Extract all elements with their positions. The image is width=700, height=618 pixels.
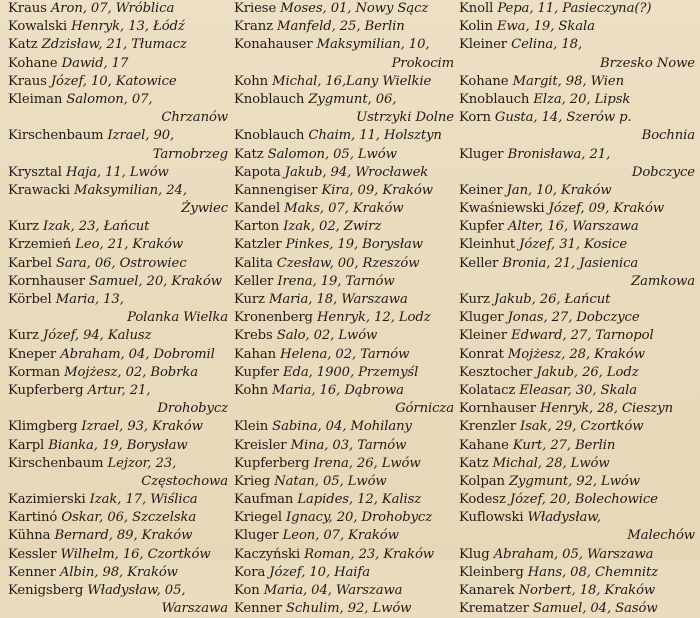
list-entry-continuation — [234, 109, 456, 127]
list-entry — [234, 73, 456, 91]
entry-details: Margit, 98, Wien — [508, 73, 625, 89]
entry-details: Irena, 26, Lwów — [309, 455, 421, 471]
entry-details: Zdzisław, 21, Tłumacz — [37, 37, 187, 53]
list-entry — [234, 218, 456, 236]
entry-details: Józef, 10, Haifa — [265, 564, 370, 580]
entry-place-continued: Żywiec — [181, 201, 228, 217]
entry-details: Samuel, 04, Sasów — [528, 601, 658, 617]
entry-details: Irena, 19, Tarnów — [273, 273, 395, 289]
entry-details: Michal, 28, Lwów — [488, 455, 610, 471]
list-entry — [234, 273, 456, 291]
entry-details: Jakub, 94, Wrocławek — [280, 164, 429, 180]
entry-details: Józef, 94, Kalusz — [38, 328, 152, 344]
list-entry — [234, 18, 456, 36]
list-entry-continuation — [8, 309, 230, 327]
entry-details: Kira, 09, Kraków — [317, 182, 433, 198]
list-entry-continuation — [459, 164, 697, 182]
list-entry — [459, 18, 697, 36]
entry-details: Bronia, 21, Jasienica — [498, 255, 639, 271]
list-entry — [8, 509, 230, 527]
entry-details: Abraham, 05, Warszawa — [489, 546, 654, 562]
list-entry — [234, 146, 456, 164]
entry-surname: Krzemień — [8, 237, 72, 253]
entry-surname: Kraus — [8, 1, 47, 16]
list-entry-continuation — [234, 55, 456, 73]
entry-details: Isak, 29, Czortków — [515, 419, 644, 435]
list-entry — [459, 437, 697, 455]
list-entry — [459, 0, 697, 18]
entry-details: Józef, 09, Kraków — [544, 201, 665, 217]
entry-details: Salomon, 07, — [62, 91, 153, 107]
list-entry — [234, 364, 456, 382]
list-entry — [234, 236, 456, 254]
entry-details: Maria, 16, Dąbrowa — [268, 382, 404, 398]
list-entry — [234, 36, 456, 54]
list-entry — [459, 600, 697, 618]
entry-place-continued: Dobczyce — [631, 164, 695, 180]
entry-surname: Klimgberg — [8, 419, 78, 435]
list-entry — [459, 364, 697, 382]
list-entry — [459, 291, 697, 309]
entry-details: Czesław, 00, Rzeszów — [272, 255, 420, 271]
entry-surname: Kalita — [234, 255, 273, 271]
list-entry — [234, 309, 456, 327]
entry-surname: Kora — [234, 564, 266, 580]
entry-surname: Kodesz — [459, 492, 506, 508]
list-entry — [459, 309, 697, 327]
entry-surname: Kluger — [459, 146, 504, 162]
entry-details: Norbert, 18, Kraków — [514, 583, 656, 598]
list-entry — [8, 346, 230, 364]
entry-place-continued: Górnicza — [395, 401, 454, 417]
entry-details: Ignacy, 20, Drohobycz — [281, 510, 433, 526]
list-entry — [234, 255, 456, 273]
entry-details: Wilhelm, 16, Czortków — [56, 546, 211, 562]
entry-details: Mina, 03, Tarnów — [286, 437, 407, 453]
entry-surname: Kartinó — [8, 510, 58, 526]
entry-details: Pinkes, 19, Borysław — [281, 237, 423, 253]
entry-details: Kurt, 27, Berlin — [508, 437, 616, 453]
entry-surname: Kupferberg — [8, 382, 84, 398]
list-entry — [234, 91, 456, 109]
entry-surname: Krieg — [234, 473, 271, 489]
entry-surname: Katz — [234, 146, 264, 162]
entry-surname: Kleinhut — [459, 237, 516, 253]
entry-details: Maksymilian, 10, — [312, 37, 430, 53]
entry-surname: Kleiman — [8, 91, 63, 107]
list-entry-continuation — [8, 400, 230, 418]
list-entry — [234, 418, 456, 436]
entry-surname: Kluger — [234, 528, 279, 544]
entry-surname: Keller — [234, 273, 274, 289]
column-2 — [234, 0, 456, 618]
entry-surname: Kaufman — [234, 492, 294, 508]
list-entry-continuation — [8, 473, 230, 491]
entry-details: Manfeld, 25, Berlin — [272, 19, 405, 35]
entry-surname: Kolatacz — [459, 382, 516, 398]
list-entry — [234, 346, 456, 364]
list-entry-continuation — [234, 400, 456, 418]
list-entry-continuation — [459, 273, 697, 291]
list-entry — [234, 437, 456, 455]
entry-place-continued: Prokocim — [391, 55, 454, 71]
entry-surname: Knoll — [459, 1, 494, 16]
list-entry — [459, 36, 697, 54]
entry-details: Sabina, 04, Mohilany — [268, 419, 412, 435]
list-entry — [459, 236, 697, 254]
list-entry — [459, 418, 697, 436]
entry-surname: Karpl — [8, 437, 45, 453]
entry-details: Lapides, 12, Kalisz — [293, 492, 422, 508]
entry-details: Alter, 16, Warszawa — [503, 219, 639, 235]
entry-details: Pepa, 11, Pasieczyna(?) — [493, 1, 652, 16]
entry-surname: Krysztal — [8, 164, 62, 180]
entry-details: Albin, 98, Kraków — [55, 564, 178, 580]
list-entry — [459, 382, 697, 400]
entry-surname: Karton — [234, 219, 280, 235]
list-entry — [8, 55, 230, 73]
entry-place-continued: Tarnobrzeg — [152, 146, 228, 162]
entry-surname: Kahane — [459, 437, 509, 453]
list-entry — [8, 91, 230, 109]
entry-details: Salomon, 05, Lwów — [263, 146, 397, 162]
entry-surname: Kazimierski — [8, 492, 86, 508]
list-entry — [459, 455, 697, 473]
list-entry-continuation — [8, 109, 230, 127]
list-entry — [8, 546, 230, 564]
list-entry — [234, 200, 456, 218]
entry-surname: Kleiner — [459, 37, 507, 53]
entry-details: Celina, 18, — [507, 37, 583, 53]
list-entry — [234, 382, 456, 400]
entry-details: Michal, 16,Lany Wielkie — [268, 73, 432, 89]
list-entry — [459, 491, 697, 509]
entry-details: Izrael, 90, — [103, 128, 175, 144]
entry-surname: Kupferberg — [234, 455, 310, 471]
entry-place-continued: Brzesko Nowe — [599, 55, 695, 71]
entry-details: Jakub, 26, Lodz — [532, 364, 639, 380]
entry-surname: Keller — [459, 255, 499, 271]
list-entry — [8, 273, 230, 291]
entry-surname: Kraus — [8, 73, 47, 89]
list-entry — [234, 509, 456, 527]
list-entry — [459, 182, 697, 200]
entry-details: Zygmunt, 06, — [304, 91, 397, 107]
entry-details: Helena, 02, Tarnów — [276, 346, 410, 362]
entry-details: Józef, 31, Kosice — [515, 237, 628, 253]
entry-details: Hans, 08, Chemnitz — [523, 564, 659, 580]
list-entry — [459, 327, 697, 345]
list-entry — [234, 0, 456, 18]
entry-surname: Kenner — [8, 564, 56, 580]
entry-details: Henryk, 28, Cieszyn — [535, 401, 674, 417]
entry-surname: Kornhauser — [459, 401, 536, 417]
entry-details: Natan, 05, Lwów — [270, 473, 387, 489]
entry-details: Maria, 18, Warszawa — [264, 292, 408, 307]
entry-surname: Konrat — [459, 346, 504, 362]
entry-details: Izrael, 93, Kraków — [77, 419, 203, 435]
list-entry — [8, 364, 230, 382]
entry-details: Izak, 17, Wiślica — [85, 492, 198, 508]
entry-details: Józef, 20, Bolechowice — [505, 492, 658, 508]
entry-details: Ewa, 19, Skala — [492, 19, 595, 35]
list-entry — [234, 455, 456, 473]
entry-surname: Kluger — [459, 310, 504, 326]
list-entry — [8, 564, 230, 582]
entry-surname: Kurz — [234, 292, 265, 307]
entry-details: Jonas, 27, Dobczyce — [503, 310, 640, 326]
list-entry — [459, 91, 697, 109]
entry-surname: Kupfer — [234, 364, 279, 380]
entry-place-continued: Drohobycz — [157, 401, 228, 417]
entry-details: Władysław, 05, — [83, 583, 186, 598]
entry-details: Sara, 06, Ostrowiec — [51, 255, 187, 271]
entry-surname: Korman — [8, 364, 61, 380]
entry-surname: Keiner — [459, 182, 503, 198]
entry-details: Jakub, 26, Łańcut — [489, 292, 611, 307]
entry-surname: Knoblauch — [459, 91, 530, 107]
entry-surname: Korn — [459, 110, 491, 126]
list-entry-continuation — [8, 200, 230, 218]
entry-details: Moses, 01, Nowy Sącz — [276, 1, 429, 16]
list-entry — [459, 400, 697, 418]
list-entry — [8, 127, 230, 145]
entry-place-continued: Częstochowa — [141, 473, 228, 489]
entry-surname: Kenigsberg — [8, 583, 84, 598]
entry-surname: Kolpan — [459, 473, 505, 489]
entry-details: Leon, 07, Kraków — [278, 528, 399, 544]
column-1 — [8, 0, 230, 618]
entry-surname: Kleinberg — [459, 564, 524, 580]
list-entry — [8, 36, 230, 54]
entry-surname: Kenner — [234, 601, 282, 617]
entry-place-continued: Warszawa — [161, 601, 228, 617]
list-entry — [8, 327, 230, 345]
entry-surname: Kapota — [234, 164, 281, 180]
entry-details: Roman, 23, Kraków — [300, 546, 434, 562]
entry-surname: Kornhauser — [8, 273, 85, 289]
entry-surname: Kannengiser — [234, 182, 318, 198]
entry-surname: Kohn — [234, 73, 269, 89]
entry-details: Abraham, 04, Dobromil — [56, 346, 215, 362]
entry-details: Maria, 13, — [51, 292, 124, 307]
list-entry — [234, 600, 456, 618]
entry-details: Izak, 02, Zwirz — [279, 219, 382, 235]
entry-details: Jan, 10, Kraków — [502, 182, 612, 198]
list-entry — [459, 564, 697, 582]
list-entry — [459, 109, 697, 127]
entry-surname: Karbel — [8, 255, 52, 271]
entry-details: Dawid, 17 — [57, 55, 129, 71]
list-entry — [234, 473, 456, 491]
entry-surname: Kwaśniewski — [459, 201, 545, 217]
entry-surname: Kirschenbaum — [8, 455, 104, 471]
entry-details: Józef, 10, Katowice — [46, 73, 177, 89]
entry-surname: Kahan — [234, 346, 277, 362]
entry-details: Władysław, — [523, 510, 601, 526]
entry-surname: Kneper — [8, 346, 57, 362]
list-entry — [459, 546, 697, 564]
entry-place-continued: Chrzanów — [161, 110, 228, 126]
entry-details: Zygmunt, 92, Lwów — [504, 473, 640, 489]
entry-surname: Knoblauch — [234, 128, 305, 144]
entry-details: Gusta, 14, Szerów p. — [490, 110, 632, 126]
entry-details: Artur, 21, — [83, 382, 151, 398]
entry-surname: Kesztocher — [459, 364, 533, 380]
entry-place-continued: Zamkowa — [631, 273, 695, 289]
column-3 — [459, 0, 697, 618]
entry-surname: Kronenberg — [234, 310, 313, 326]
list-entry — [8, 291, 230, 309]
entry-surname: Kaczyński — [234, 546, 301, 562]
list-entry — [459, 255, 697, 273]
entry-details: Chaim, 11, Holsztyn — [304, 128, 442, 144]
entry-surname: Kanarek — [459, 583, 515, 598]
entry-details: Schulim, 92, Lwów — [281, 601, 412, 617]
list-entry — [8, 182, 230, 200]
entry-surname: Kolin — [459, 19, 493, 35]
entry-place-continued: Ustrzyki Dolne — [356, 110, 454, 126]
list-entry — [8, 527, 230, 545]
list-entry — [234, 327, 456, 345]
entry-surname: Körbel — [8, 292, 52, 307]
list-entry — [8, 582, 230, 600]
entry-surname: Klug — [459, 546, 490, 562]
entry-details: Oskar, 06, Szczelska — [57, 510, 197, 526]
entry-details: Bianka, 19, Borysław — [44, 437, 188, 453]
list-entry — [8, 164, 230, 182]
entry-surname: Knoblauch — [234, 91, 305, 107]
list-entry — [234, 127, 456, 145]
list-entry — [234, 546, 456, 564]
entry-details: Mojżesz, 02, Bobrka — [60, 364, 198, 380]
entry-details: Salo, 02, Lwów — [272, 328, 378, 344]
entry-surname: Kessler — [8, 546, 57, 562]
list-entry — [8, 255, 230, 273]
list-entry — [459, 582, 697, 600]
entry-surname: Kohane — [8, 55, 58, 71]
list-entry — [459, 473, 697, 491]
entry-surname: Kuflowski — [459, 510, 524, 526]
entry-details: Lejzor, 23, — [103, 455, 177, 471]
entry-surname: Kurz — [8, 328, 39, 344]
list-entry — [459, 509, 697, 527]
entry-details: Elza, 20, Lipsk — [529, 91, 631, 107]
list-entry — [8, 73, 230, 91]
entry-details: Mojżesz, 28, Kraków — [503, 346, 645, 362]
list-entry — [459, 218, 697, 236]
list-entry — [234, 291, 456, 309]
entry-details: Maks, 07, Kraków — [280, 201, 404, 217]
entry-surname: Kühna — [8, 528, 51, 544]
list-entry — [459, 346, 697, 364]
entry-surname: Kranz — [234, 19, 273, 35]
entry-details: Bernard, 89, Kraków — [50, 528, 193, 544]
entry-surname: Kurz — [459, 292, 490, 307]
entry-surname: Kirschenbaum — [8, 128, 104, 144]
list-entry-continuation — [459, 55, 697, 73]
list-entry — [234, 527, 456, 545]
entry-surname: Krawacki — [8, 182, 70, 198]
list-entry — [459, 200, 697, 218]
entry-surname: Krebs — [234, 328, 273, 344]
entry-surname: Kohn — [234, 382, 269, 398]
entry-details: Eda, 1900, Przemyśl — [278, 364, 419, 380]
list-entry — [8, 455, 230, 473]
entry-surname: Kowalski — [8, 19, 67, 35]
list-entry — [234, 164, 456, 182]
entry-surname: Kriegel — [234, 510, 282, 526]
list-entry-continuation — [459, 127, 697, 145]
list-entry-continuation — [459, 527, 697, 545]
list-entry — [234, 182, 456, 200]
entry-details: Eleasar, 30, Skala — [515, 382, 638, 398]
entry-surname: Kohane — [459, 73, 509, 89]
entry-details: Maria, 04, Warszawa — [259, 583, 403, 598]
entry-surname: Kon — [234, 583, 260, 598]
entry-place-continued: Polanka Wielka — [127, 310, 228, 326]
entry-place-continued: Bochnia — [641, 128, 695, 144]
entry-details: Leo, 21, Kraków — [71, 237, 184, 253]
entry-details: Edward, 27, Tarnopol — [507, 328, 654, 344]
list-entry — [8, 18, 230, 36]
entry-surname: Kandel — [234, 201, 281, 217]
entry-details: Aron, 07, Wróblica — [46, 1, 175, 16]
list-entry — [8, 437, 230, 455]
entry-surname: Katzler — [234, 237, 282, 253]
entry-surname: Kreisler — [234, 437, 287, 453]
list-entry — [8, 0, 230, 18]
entry-surname: Klein — [234, 419, 269, 435]
list-entry — [8, 491, 230, 509]
list-entry — [8, 236, 230, 254]
entry-details: Haja, 11, Lwów — [61, 164, 169, 180]
entry-surname: Katz — [8, 37, 38, 53]
list-entry — [234, 491, 456, 509]
entry-surname: Krenzler — [459, 419, 516, 435]
entry-place-continued: Malechów — [627, 528, 695, 544]
list-entry — [459, 146, 697, 164]
list-entry — [8, 218, 230, 236]
entry-details: Henryk, 13, Łódź — [66, 19, 185, 35]
list-entry-continuation — [8, 146, 230, 164]
entry-details: Henryk, 12, Lodz — [312, 310, 431, 326]
list-entry — [234, 564, 456, 582]
entry-surname: Katz — [459, 455, 489, 471]
list-entry — [459, 73, 697, 91]
list-entry — [8, 382, 230, 400]
entry-surname: Kupfer — [459, 219, 504, 235]
entry-details: Maksymilian, 24, — [69, 182, 187, 198]
entry-surname: Kriese — [234, 1, 277, 16]
list-entry — [8, 418, 230, 436]
entry-surname: Konahauser — [234, 37, 313, 53]
entry-details: Samuel, 20, Kraków — [84, 273, 222, 289]
entry-surname: Kurz — [8, 219, 39, 235]
entry-details: Izak, 23, Łańcut — [38, 219, 150, 235]
entry-surname: Krematzer — [459, 601, 529, 617]
entry-surname: Kleiner — [459, 328, 507, 344]
list-entry-continuation — [8, 600, 230, 618]
list-entry — [234, 582, 456, 600]
entry-details: Bronisława, 21, — [503, 146, 611, 162]
